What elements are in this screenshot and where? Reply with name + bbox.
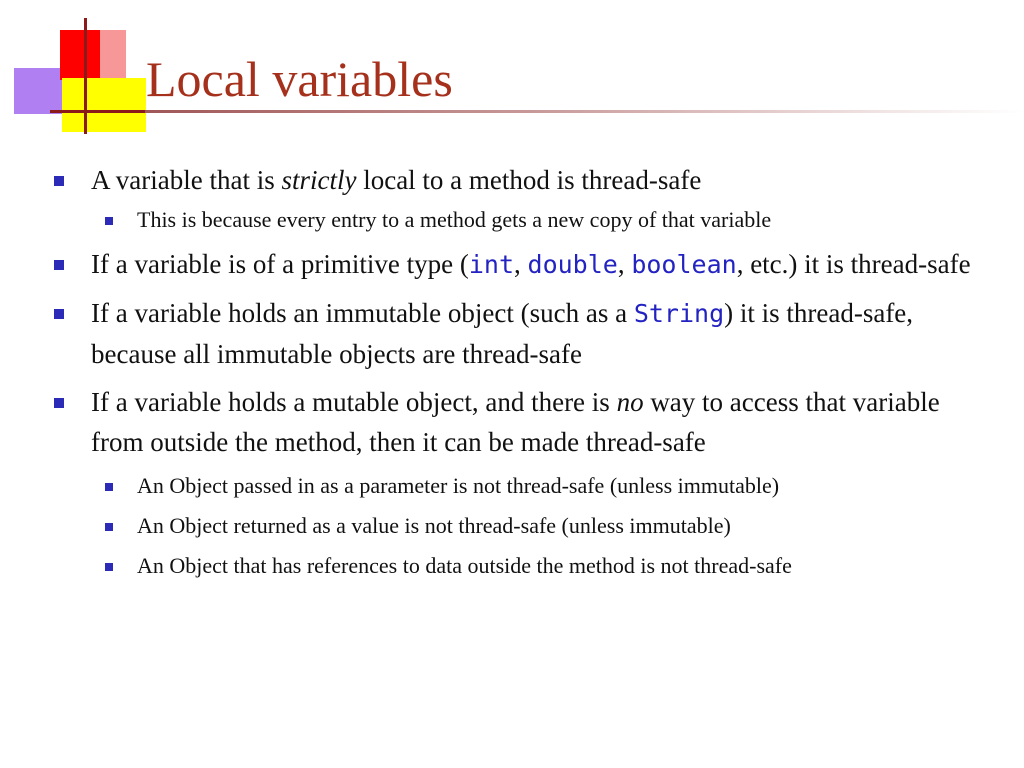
emphasis-text: no	[616, 387, 644, 417]
slide-title: Local variables	[146, 51, 453, 107]
code-int: int	[468, 250, 515, 279]
decorative-vertical-line	[84, 18, 87, 134]
bullet-primitive-type	[0, 244, 1024, 285]
square-bullet-icon	[105, 523, 113, 531]
bullet-text: If a variable holds a mutable object, and there is	[91, 387, 617, 417]
bullet-text: If a variable holds an immutable object (such as a	[91, 298, 634, 328]
bullet-text: A variable that is	[91, 165, 282, 195]
code-string: String	[633, 299, 725, 328]
code-boolean: boolean	[631, 250, 737, 279]
sub-bullet-text: An Object that has references to data outside the method is not thread-safe	[137, 553, 792, 578]
sub-bullet-text: This is because every entry to a method gets a new copy of that variable	[137, 207, 772, 232]
bullet-immutable-object	[0, 293, 1024, 374]
bullet-local-strictly	[0, 160, 1024, 200]
bullet-mutable-object	[0, 382, 1024, 462]
emphasis-text: strictly	[281, 165, 357, 195]
square-bullet-icon	[54, 309, 64, 319]
square-bullet-icon	[105, 563, 113, 571]
sub-bullet-parameter	[0, 470, 1024, 502]
sub-bullet-text: An Object passed in as a parameter is not thread-safe (unless immutable)	[137, 473, 780, 498]
code-double: double	[527, 250, 618, 279]
sub-bullet-text: An Object returned as a value is not thread-safe (unless immutable)	[137, 513, 731, 538]
title-underline	[145, 110, 1024, 113]
square-bullet-icon	[54, 398, 64, 408]
sub-bullet-outside-references	[0, 550, 1024, 582]
bullet-text: ) it is thread-safe, because all immutable objects are thread-safe	[91, 298, 914, 369]
square-bullet-icon	[105, 483, 113, 491]
separator-text: ,	[617, 249, 632, 279]
sub-bullet-new-copy	[0, 204, 1024, 236]
decorative-pink-square	[100, 30, 126, 78]
decorative-yellow-square	[62, 78, 146, 132]
decorative-horizontal-line	[50, 110, 154, 113]
separator-text: ,	[514, 249, 528, 279]
square-bullet-icon	[54, 260, 64, 270]
square-bullet-icon	[54, 176, 64, 186]
bullet-text: local to a method is thread-safe	[356, 165, 702, 195]
square-bullet-icon	[105, 217, 113, 225]
bullet-text: way to access that variable from outside the method, then it can be made thread-safe	[91, 387, 940, 457]
bullet-text: , etc.) it is thread-safe	[736, 249, 971, 279]
bullet-list	[0, 160, 1024, 590]
sub-bullet-returned-value	[0, 510, 1024, 542]
bullet-text: If a variable is of a primitive type (	[91, 249, 469, 279]
